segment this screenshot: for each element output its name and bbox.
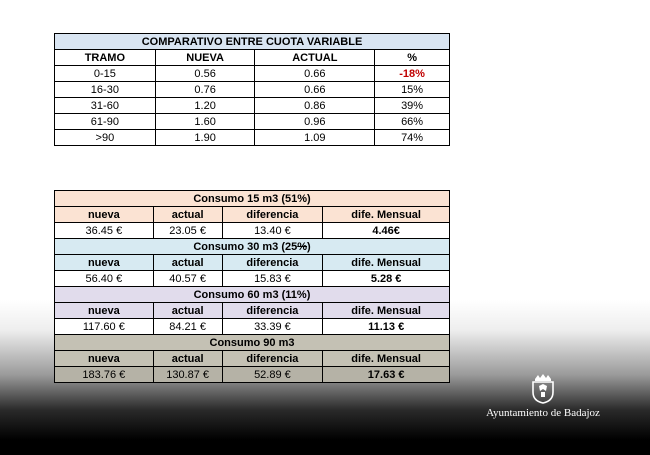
consumo-title-text: Consumo 90 m3 <box>209 336 295 349</box>
cell-nueva: 0.76 <box>155 82 255 98</box>
cell-nueva: 1.20 <box>155 98 255 114</box>
cell-nueva: 0.56 <box>155 66 255 82</box>
header-diferencia: diferencia <box>222 255 323 271</box>
value-diferencia: 33.39 € <box>222 319 323 335</box>
cell-actual: 0.96 <box>255 114 375 130</box>
cuota-table-title: COMPARATIVO ENTRE CUOTA VARIABLE <box>55 34 450 50</box>
cell-pct-negative: -18% <box>375 66 450 82</box>
header-actual: actual <box>153 303 222 319</box>
cell-tramo: 16-30 <box>55 82 156 98</box>
cuota-title-row <box>55 34 450 50</box>
table-row <box>55 114 450 130</box>
org-name: Ayuntamiento de Badajoz <box>486 407 600 419</box>
header-nueva: nueva <box>55 303 154 319</box>
header-dife-mensual: dife. Mensual <box>323 351 450 367</box>
header-dife-mensual: dife. Mensual <box>323 207 450 223</box>
cell-tramo: 31-60 <box>55 98 156 114</box>
header-diferencia: diferencia <box>222 351 323 367</box>
consumo-title-text: Consumo 60 m3 (11%) <box>193 288 311 301</box>
header-dife-mensual: dife. Mensual <box>323 255 450 271</box>
consumo-group-title <box>55 239 450 255</box>
consumo-group-title <box>55 335 450 351</box>
cell-pct: 66% <box>375 114 450 130</box>
ayuntamiento-logo <box>468 372 618 419</box>
value-nueva: 117.60 € <box>55 319 154 335</box>
value-actual: 84.21 € <box>153 319 222 335</box>
cell-tramo: >90 <box>55 130 156 146</box>
value-nueva: 56.40 € <box>55 271 154 287</box>
header-diferencia: diferencia <box>222 207 323 223</box>
header-actual: actual <box>153 207 222 223</box>
table-row <box>55 98 450 114</box>
consumo-title-text: Consumo 30 m3 (25 <box>193 240 298 253</box>
header-pct: % <box>375 50 450 66</box>
cuota-header-row <box>55 50 450 66</box>
cell-pct: 74% <box>375 130 450 146</box>
value-actual: 130.87 € <box>153 367 222 383</box>
header-nueva: nueva <box>55 351 154 367</box>
cell-nueva: 1.60 <box>155 114 255 130</box>
cell-pct: 15% <box>375 82 450 98</box>
consumo-title-suffix: ) <box>307 240 311 253</box>
table-row <box>55 66 450 82</box>
consumo-group-60 <box>55 287 450 335</box>
value-diferencia: 52.89 € <box>222 367 323 383</box>
consumo-group-title <box>55 287 450 303</box>
coat-of-arms-icon <box>530 372 556 404</box>
cell-actual: 1.09 <box>255 130 375 146</box>
value-diferencia: 13.40 € <box>222 223 323 239</box>
consumo-group-90 <box>55 335 450 383</box>
consumo-group-title <box>55 191 450 207</box>
header-dife-mensual: dife. Mensual <box>323 303 450 319</box>
header-nueva: nueva <box>55 255 154 271</box>
header-diferencia: diferencia <box>222 303 323 319</box>
consumo-comparison-table <box>54 190 450 383</box>
value-dife-mensual: 17.63 € <box>323 367 450 383</box>
consumo-group-30 <box>55 239 450 287</box>
cell-actual: 0.66 <box>255 66 375 82</box>
cell-nueva: 1.90 <box>155 130 255 146</box>
table-row <box>55 130 450 146</box>
value-nueva: 36.45 € <box>55 223 154 239</box>
cell-actual: 0.66 <box>255 82 375 98</box>
value-actual: 40.57 € <box>153 271 222 287</box>
header-actual: actual <box>153 351 222 367</box>
header-tramo: TRAMO <box>55 50 156 66</box>
header-actual: actual <box>153 255 222 271</box>
consumo-title-struck: % <box>297 240 308 253</box>
cell-actual: 0.86 <box>255 98 375 114</box>
cell-tramo: 61-90 <box>55 114 156 130</box>
header-nueva: nueva <box>55 207 154 223</box>
value-diferencia: 15.83 € <box>222 271 323 287</box>
cell-pct: 39% <box>375 98 450 114</box>
table-row <box>55 82 450 98</box>
value-actual: 23.05 € <box>153 223 222 239</box>
value-nueva: 183.76 € <box>55 367 154 383</box>
value-dife-mensual: 11.13 € <box>323 319 450 335</box>
cell-tramo: 0-15 <box>55 66 156 82</box>
header-nueva: NUEVA <box>155 50 255 66</box>
consumo-title-text: Consumo 15 m3 (51%) <box>193 192 311 205</box>
header-actual: ACTUAL <box>255 50 375 66</box>
value-dife-mensual: 4.46€ <box>323 223 450 239</box>
cuota-comparison-table <box>54 33 450 146</box>
consumo-group-15 <box>55 191 450 239</box>
value-dife-mensual: 5.28 € <box>323 271 450 287</box>
